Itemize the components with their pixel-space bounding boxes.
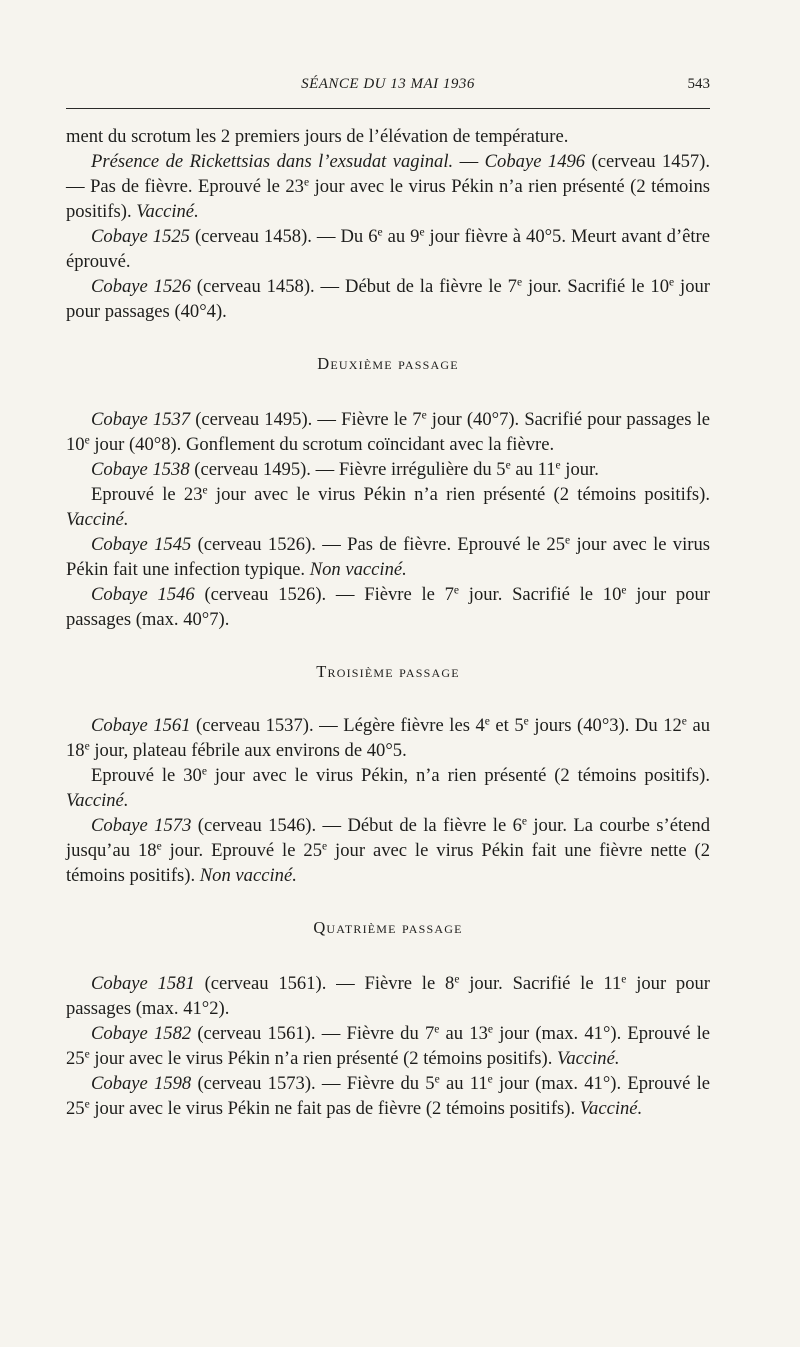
result-label: Non vacciné. bbox=[199, 865, 297, 886]
paragraph bbox=[66, 532, 710, 582]
superscript: e bbox=[681, 715, 687, 728]
result-label: Vacciné. bbox=[66, 509, 129, 530]
superscript: e bbox=[419, 226, 425, 239]
text-run: (cerveau 1546). — Début de la fièvre le 6 bbox=[191, 815, 522, 836]
specimen-label: Cobaye 1538 bbox=[91, 459, 190, 480]
text-run: jour avec le virus Pékin n’a rien présenté (2 témoins positifs). bbox=[89, 1048, 558, 1069]
paragraph bbox=[66, 763, 710, 813]
superscript: e bbox=[454, 973, 460, 986]
superscript: e bbox=[523, 715, 529, 728]
paragraph bbox=[66, 1021, 710, 1071]
text-run: (cerveau 1526). — Fièvre le 7 bbox=[194, 584, 454, 605]
text-run: jour. bbox=[560, 459, 599, 480]
superscript: e bbox=[84, 740, 90, 753]
text-run: jour avec le virus Pékin fait une fièvre nette (2 témoins positifs). bbox=[66, 840, 710, 886]
text-run: jour (40°8). Gonflement du scrotum coïncidant avec la fièvre. bbox=[89, 434, 555, 455]
text-run: jour avec le virus Pékin n’a rien présenté (2 témoins positifs). bbox=[207, 484, 711, 505]
text-run: jours (40°3). Du 12 bbox=[528, 715, 682, 736]
text-run: jour avec le virus Pékin n’a rien présenté (2 témoins positifs). bbox=[66, 176, 710, 222]
paragraph bbox=[66, 971, 710, 1021]
text-run: jour pour passages (max. 41°2). bbox=[66, 973, 711, 1019]
text-run: (cerveau 1458). — Du 6 bbox=[189, 226, 378, 247]
text-run: au 18 bbox=[66, 715, 711, 761]
paragraph bbox=[66, 457, 710, 482]
superscript: e bbox=[377, 226, 383, 239]
text-run: (cerveau 1495). — Fièvre irrégulière du 5 bbox=[189, 459, 506, 480]
result-label: Vacciné. bbox=[557, 1048, 620, 1069]
paragraph bbox=[66, 813, 710, 888]
superscript: e bbox=[156, 840, 162, 853]
text-run: (cerveau 1458). — Début de la fièvre le 7 bbox=[190, 276, 517, 297]
paragraph bbox=[66, 582, 710, 632]
text-run: (cerveau 1457). — Pas de fièvre. Eprouvé le 23 bbox=[66, 151, 710, 197]
text-run: jour fièvre à 40°5. Meurt avant d’être éprouvé. bbox=[66, 226, 710, 272]
paragraph bbox=[66, 713, 710, 763]
text-run: jour. Sacrifié le 10 bbox=[459, 584, 622, 605]
text-run: au 9 bbox=[382, 226, 420, 247]
superscript: e bbox=[487, 1023, 494, 1036]
superscript: e bbox=[484, 715, 490, 728]
text-run: Eprouvé le 23 bbox=[91, 484, 203, 505]
superscript: e bbox=[84, 1098, 90, 1111]
body-text bbox=[66, 124, 710, 1121]
superscript: e bbox=[421, 409, 427, 422]
text-run: (cerveau 1495). — Fièvre le 7 bbox=[190, 409, 422, 430]
specimen-label: Cobaye 1546 bbox=[91, 584, 195, 605]
specimen-label: Cobaye 1526 bbox=[91, 276, 191, 297]
page-number: 543 bbox=[687, 76, 710, 92]
specimen-label: Cobaye 1573 bbox=[91, 815, 192, 836]
text-run: jour avec le virus Pékin fait une infection typique. bbox=[66, 534, 710, 580]
superscript: e bbox=[565, 534, 571, 547]
specimen-label: Cobaye 1581 bbox=[91, 973, 195, 994]
text-run: jour avec le virus Pékin ne fait pas de fièvre (2 témoins positifs). bbox=[89, 1098, 580, 1119]
specimen-label: Cobaye 1496 bbox=[484, 151, 586, 172]
specimen-label: Cobaye 1545 bbox=[91, 534, 192, 555]
text-run: (cerveau 1573). — Fièvre du 5 bbox=[191, 1073, 435, 1094]
superscript: e bbox=[201, 765, 207, 778]
text-run: jour pour passages (40°4). bbox=[66, 276, 710, 322]
text-run: jour (max. 41°). Eprouvé le 25 bbox=[66, 1023, 710, 1069]
superscript: e bbox=[669, 276, 675, 289]
superscript: e bbox=[322, 840, 328, 853]
paragraph bbox=[66, 482, 710, 532]
text-run: (cerveau 1526). — Pas de fièvre. Eprouvé le 25 bbox=[191, 534, 566, 555]
text-run: au 13 bbox=[439, 1023, 488, 1044]
text-run: Présence de Rickettsias dans l’exsudat vaginal. bbox=[91, 151, 454, 172]
superscript: e bbox=[516, 276, 523, 289]
superscript: e bbox=[621, 973, 627, 986]
result-label: Vacciné. bbox=[579, 1098, 643, 1119]
superscript: e bbox=[521, 815, 528, 828]
running-title: SÉANCE DU 13 MAI 1936 bbox=[301, 76, 475, 92]
result-label: Vacciné. bbox=[136, 201, 199, 222]
result-label: Vacciné. bbox=[66, 790, 129, 811]
paragraph bbox=[66, 224, 710, 274]
text-run: ment du scrotum les 2 premiers jours de l’élévation de température. bbox=[66, 126, 569, 147]
text-run: Eprouvé le 30 bbox=[91, 765, 202, 786]
text-run: jour (40°7). Sacrifié pour passages le 10 bbox=[66, 409, 711, 455]
specimen-label: Cobaye 1598 bbox=[91, 1073, 192, 1094]
superscript: e bbox=[487, 1073, 493, 1086]
section-heading-quatrieme: Quatrième passage bbox=[313, 918, 463, 937]
text-run: jour. Eprouvé le 25 bbox=[161, 840, 322, 861]
superscript: e bbox=[84, 434, 90, 447]
specimen-label: Cobaye 1525 bbox=[91, 226, 190, 247]
text-run: jour. Sacrifié le 11 bbox=[459, 973, 622, 994]
text-run: au 11 bbox=[439, 1073, 488, 1094]
superscript: e bbox=[202, 484, 208, 497]
specimen-label: Cobaye 1537 bbox=[91, 409, 191, 430]
text-run: (cerveau 1537). — Légère fièvre les 4 bbox=[190, 715, 485, 736]
paragraph bbox=[66, 274, 710, 324]
text-run: (cerveau 1561). — Fièvre du 7 bbox=[191, 1023, 435, 1044]
text-run: — bbox=[453, 151, 485, 172]
superscript: e bbox=[434, 1023, 440, 1036]
superscript: e bbox=[303, 176, 310, 189]
text-run: jour. La courbe s’étend jusqu’au 18 bbox=[66, 815, 710, 861]
text-run: jour avec le virus Pékin, n’a rien présenté (2 témoins positifs). bbox=[206, 765, 710, 786]
superscript: e bbox=[505, 459, 511, 472]
text-run: jour (max. 41°). Eprouvé le 25 bbox=[66, 1073, 710, 1119]
superscript: e bbox=[434, 1073, 440, 1086]
paragraph bbox=[66, 149, 710, 224]
running-header bbox=[66, 76, 710, 104]
specimen-label: Cobaye 1582 bbox=[91, 1023, 192, 1044]
text-run: jour. Sacrifié le 10 bbox=[522, 276, 670, 297]
text-run: jour, plateau fébrile aux environs de 40°5. bbox=[89, 740, 407, 761]
paragraph bbox=[66, 124, 710, 149]
section-heading-troisieme: Troisième passage bbox=[316, 662, 460, 681]
section-heading-deuxieme: Deuxième passage bbox=[317, 354, 459, 373]
result-label: Non vacciné. bbox=[309, 559, 407, 580]
text-run: (cerveau 1561). — Fièvre le 8 bbox=[194, 973, 455, 994]
text-run: et 5 bbox=[489, 715, 524, 736]
header-rule bbox=[66, 108, 710, 109]
text-run: au 11 bbox=[510, 459, 556, 480]
paragraph bbox=[66, 1071, 710, 1121]
paragraph bbox=[66, 407, 710, 457]
superscript: e bbox=[555, 459, 561, 472]
superscript: e bbox=[453, 584, 460, 597]
text-run: jour pour passages (max. 40°7). bbox=[66, 584, 710, 630]
superscript: e bbox=[84, 1048, 90, 1061]
specimen-label: Cobaye 1561 bbox=[91, 715, 191, 736]
superscript: e bbox=[621, 584, 627, 597]
